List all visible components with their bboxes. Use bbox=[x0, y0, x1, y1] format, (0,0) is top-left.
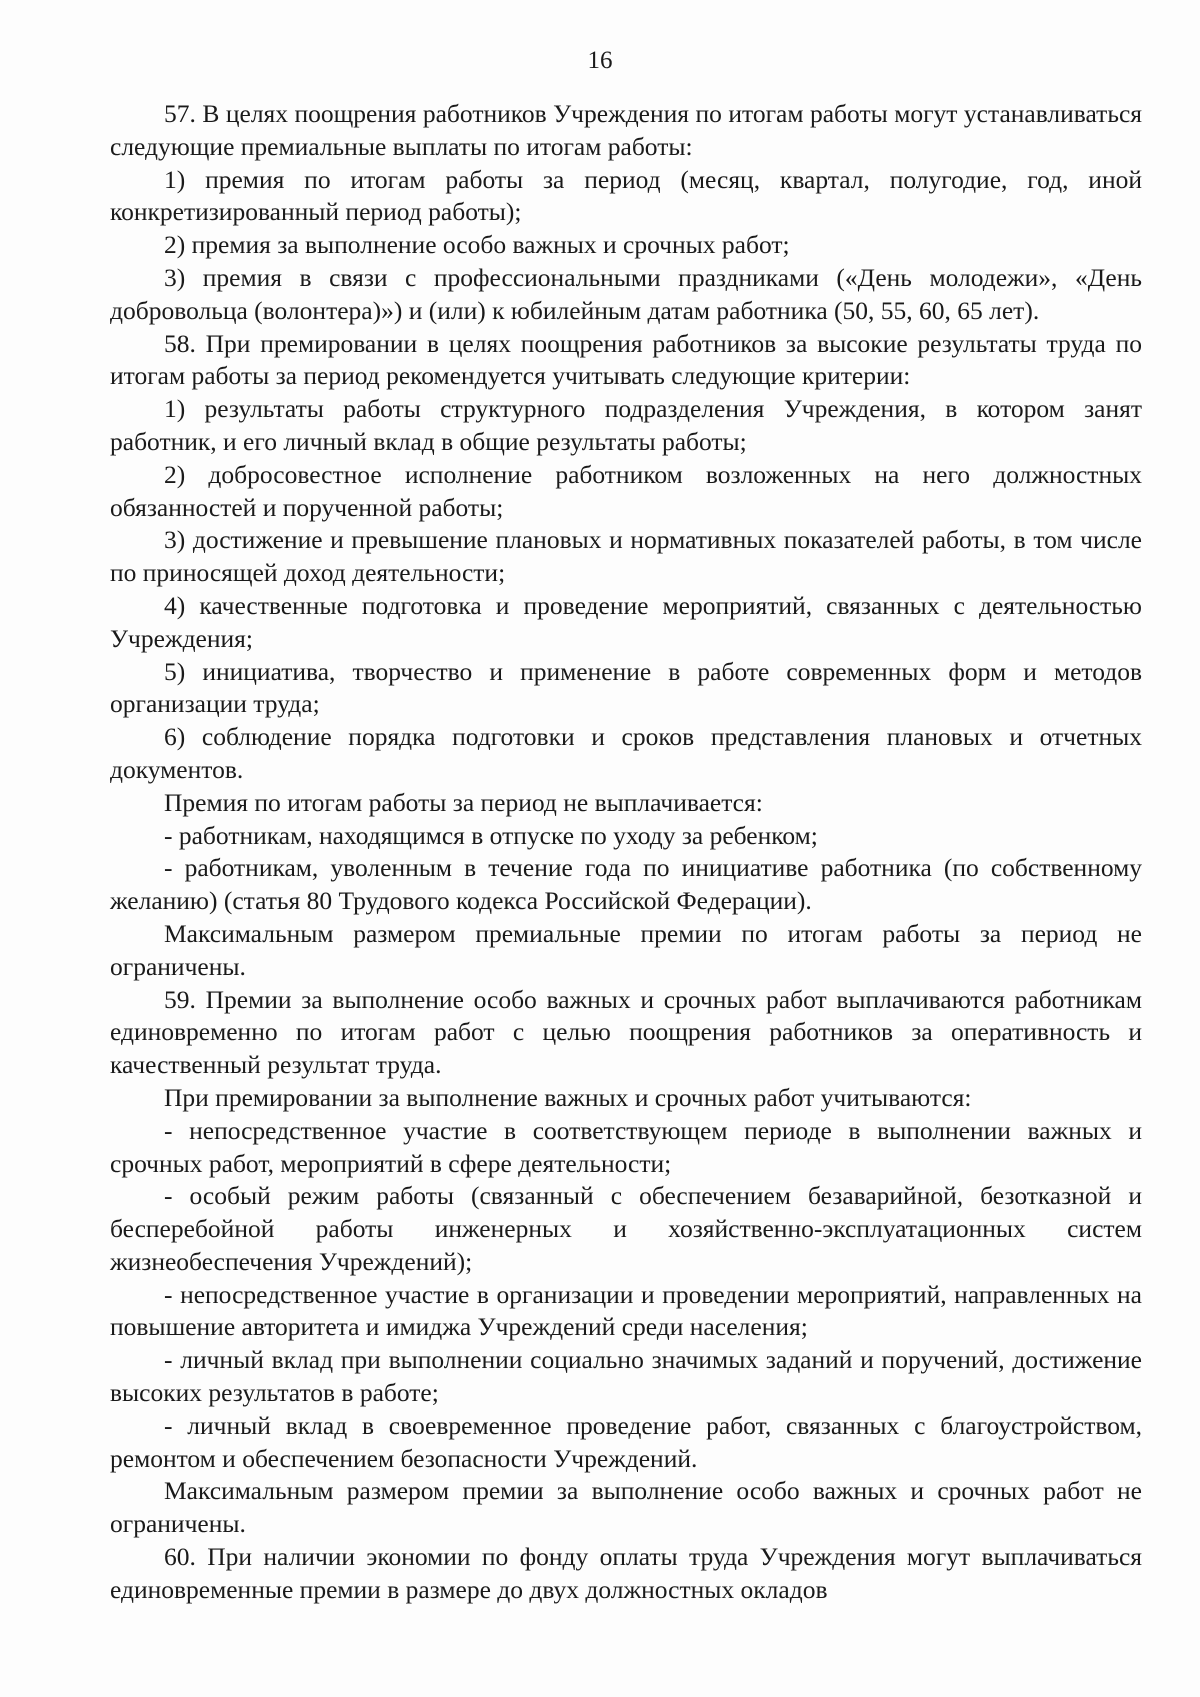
paragraph: - непосредственное участие в соответствующем периоде в выполнении важных и срочных работ, мероприятий в сфере деятельности; bbox=[110, 1115, 1142, 1178]
paragraph: 5) инициатива, творчество и применение в работе современных форм и методов организации труда; bbox=[110, 656, 1142, 719]
paragraph: - работникам, уволенным в течение года по инициативе работника (по собственному желанию) (статья 80 Трудового кодекса Российской Федерации). bbox=[110, 853, 1142, 916]
paragraph: 3) премия в связи с профессиональными праздниками («День молодежи», «День добровольца (волонтера)») и (или) к юбилейным датам работника (50, 55, 60, 65 лет). bbox=[110, 262, 1142, 325]
paragraph: - личный вклад в своевременное проведение работ, связанных с благоустройством, ремонтом и обеспечением безопасности Учреждений. bbox=[110, 1410, 1142, 1473]
paragraph: 60. При наличии экономии по фонду оплаты труда Учреждения могут выплачиваться единовременные премии в размере до двух должностных окладов bbox=[110, 1542, 1142, 1604]
paragraph: 1) результаты работы структурного подразделения Учреждения, в котором занят работник, и его личный вклад в общие результаты работы; bbox=[110, 394, 1142, 456]
paragraph: - личный вклад при выполнении социально значимых заданий и поручений, достижение высоких результатов в работе; bbox=[110, 1345, 1142, 1408]
paragraph: Премия по итогам работы за период не выплачивается: bbox=[164, 787, 763, 817]
paragraph: 2) добросовестное исполнение работником возложенных на него должностных обязанностей и порученной работы; bbox=[110, 459, 1142, 522]
paragraph: - особый режим работы (связанный с обеспечением безаварийной, безотказной и бесперебойной работы инженерных и хозяйственно-эксплуатационных систем жизнеобеспечения Учреждений); bbox=[110, 1181, 1142, 1276]
paragraph: 1) премия по итогам работы за период (месяц, квартал, полугодие, год, иной конкретизированный период работы); bbox=[110, 164, 1142, 227]
paragraph: При премировании за выполнение важных и срочных работ учитываются: bbox=[164, 1082, 972, 1112]
paragraph: 57. В целях поощрения работников Учреждения по итогам работы могут устанавливаться следующие премиальные выплаты по итогам работы: bbox=[110, 99, 1142, 161]
paragraph: - работникам, находящимся в отпуске по уходу за ребенком; bbox=[164, 820, 818, 850]
paragraph: 6) соблюдение порядка подготовки и сроков представления плановых и отчетных документов. bbox=[110, 722, 1142, 784]
paragraph: 3) достижение и превышение плановых и нормативных показателей работы, в том числе по приносящей доход деятельности; bbox=[110, 525, 1142, 588]
paragraph: Максимальным размером премии за выполнение особо важных и срочных работ не ограничены. bbox=[110, 1476, 1142, 1539]
document-body bbox=[110, 98, 1142, 1607]
paragraph: 2) премия за выполнение особо важных и срочных работ; bbox=[164, 230, 790, 260]
paragraph: 59. Премии за выполнение особо важных и срочных работ выплачиваются работникам единовременно по итогам работ с целью поощрения работников за оперативность и качественный результат труда. bbox=[110, 984, 1142, 1080]
page-number: 16 bbox=[587, 47, 613, 74]
paragraph: - непосредственное участие в организации и проведении мероприятий, направленных на повышение авторитета и имиджа Учреждений среди населения; bbox=[110, 1279, 1142, 1342]
paragraph: 4) качественные подготовка и проведение мероприятий, связанных с деятельностью Учреждения; bbox=[110, 590, 1142, 653]
paragraph: 58. При премировании в целях поощрения работников за высокие результаты труда по итогам работы за период рекомендуется учитывать следующие критерии: bbox=[110, 328, 1142, 391]
paragraph: Максимальным размером премиальные премии по итогам работы за период не ограничены. bbox=[110, 918, 1142, 981]
